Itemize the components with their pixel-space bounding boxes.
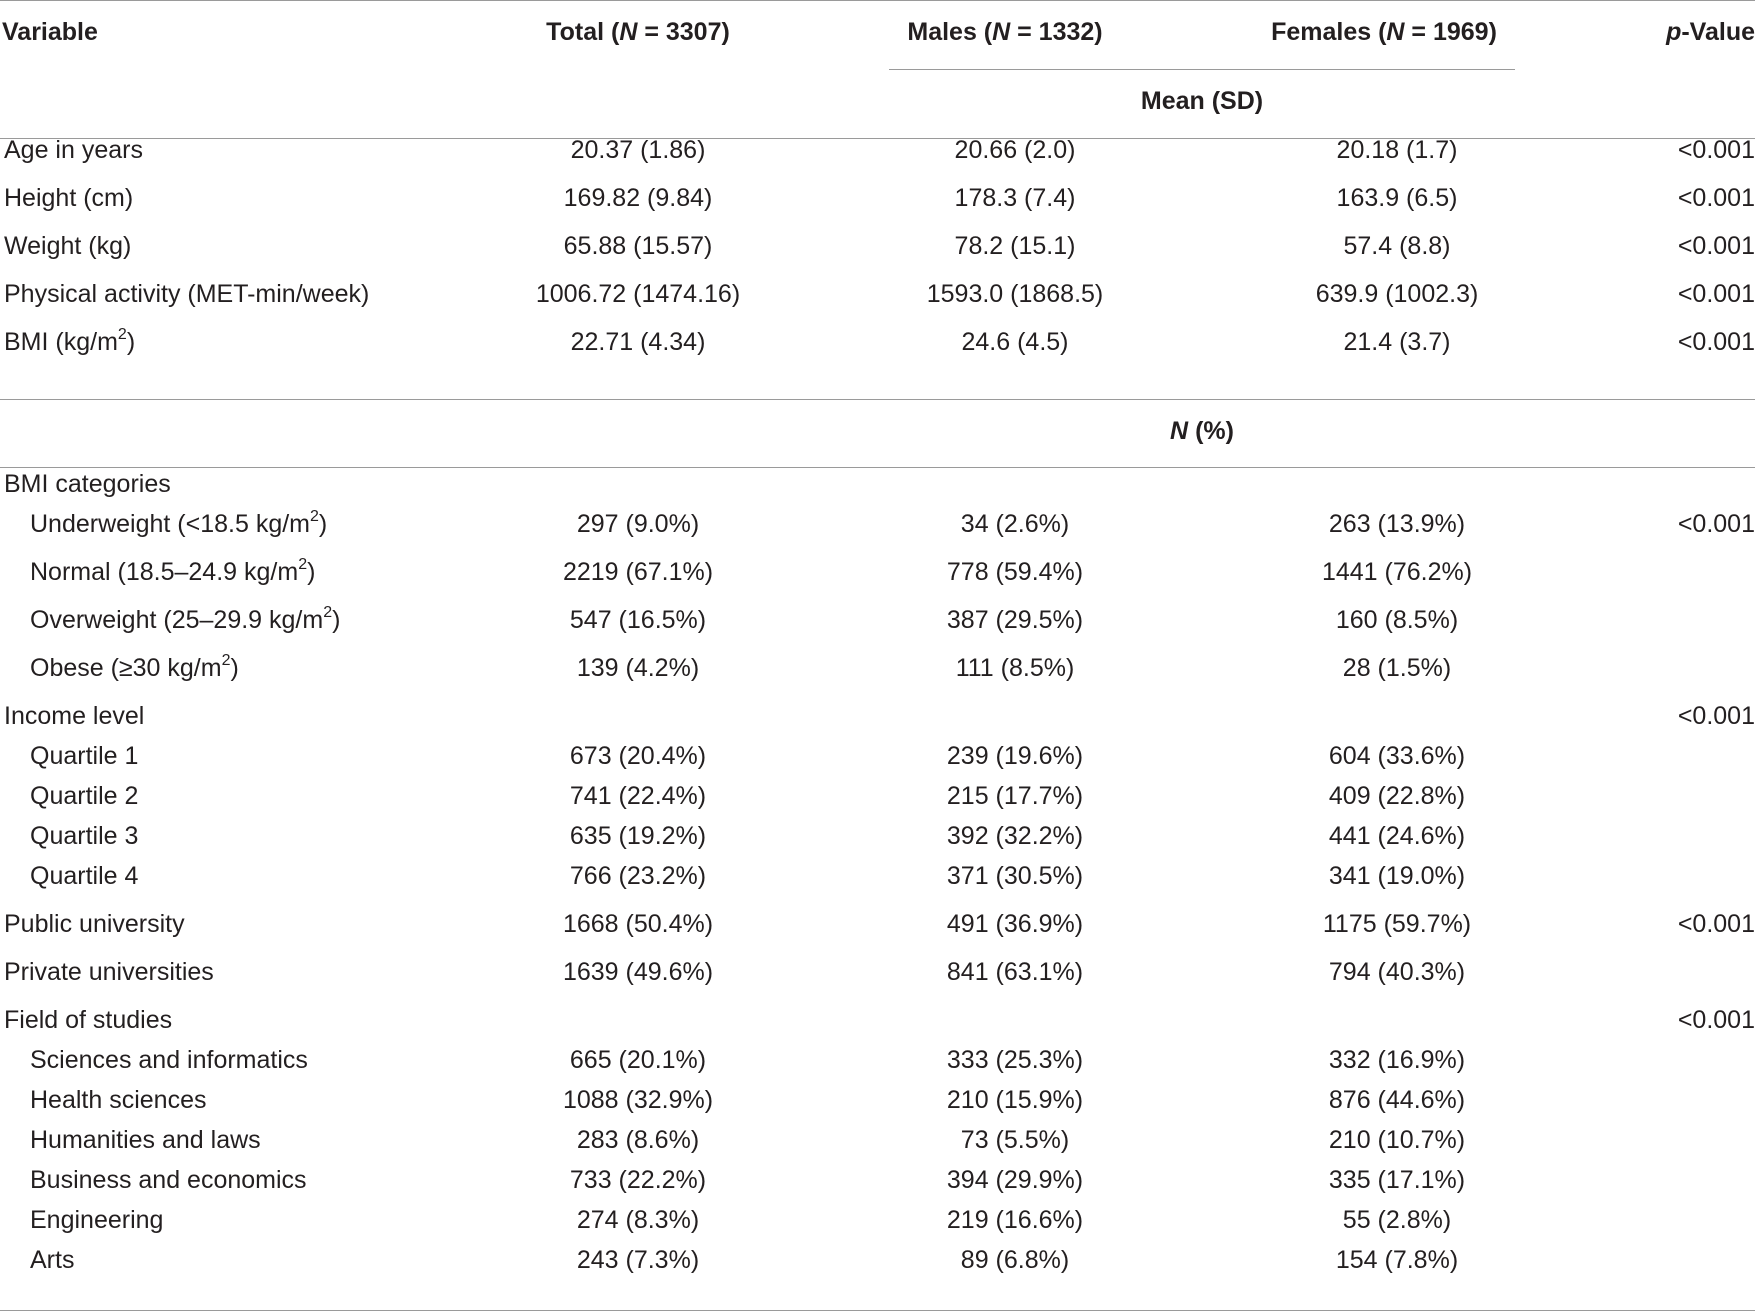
cell-males: 778 (59.4%) <box>946 558 1084 586</box>
header-males: Males (N = 1332) <box>907 18 1103 46</box>
cell-males: 387 (29.5%) <box>946 606 1084 634</box>
cell-pvalue: <0.001 <box>1677 510 1755 538</box>
cell-total: 283 (8.6%) <box>576 1126 700 1154</box>
cell-females: 1441 (76.2%) <box>1321 558 1473 586</box>
cell-total: 297 (9.0%) <box>576 510 700 538</box>
cell-males: 1593.0 (1868.5) <box>926 280 1104 308</box>
cell-males: 210 (15.9%) <box>946 1086 1084 1114</box>
cell-total: 1006.72 (1474.16) <box>535 280 741 308</box>
row-label: Quartile 3 <box>30 822 139 850</box>
npct-header-rule <box>0 467 1755 468</box>
cell-females: 57.4 (8.8) <box>1343 232 1451 260</box>
cell-males: 89 (6.8%) <box>960 1246 1070 1274</box>
cell-pvalue: <0.001 <box>1677 702 1755 730</box>
cell-pvalue: <0.001 <box>1677 232 1755 260</box>
cell-males: 219 (16.6%) <box>946 1206 1084 1234</box>
cell-pvalue: <0.001 <box>1677 1006 1755 1034</box>
cell-females: 341 (19.0%) <box>1328 862 1466 890</box>
cell-total: 766 (23.2%) <box>569 862 707 890</box>
mean-section-bottom-rule <box>0 399 1755 400</box>
cell-females: 28 (1.5%) <box>1342 654 1452 682</box>
cell-total: 741 (22.4%) <box>569 782 707 810</box>
cell-females: 441 (24.6%) <box>1328 822 1466 850</box>
cell-males: 178.3 (7.4) <box>954 184 1076 212</box>
row-label: BMI categories <box>4 470 171 498</box>
cell-total: 274 (8.3%) <box>576 1206 700 1234</box>
row-label: Quartile 2 <box>30 782 139 810</box>
cell-females: 332 (16.9%) <box>1328 1046 1466 1074</box>
cell-males: 841 (63.1%) <box>946 958 1084 986</box>
row-label: Underweight (<18.5 $kg/m^2$) <box>30 507 328 538</box>
row-label: Humanities and laws <box>30 1126 261 1154</box>
cell-females: 604 (33.6%) <box>1328 742 1466 770</box>
cell-total: 20.37 (1.86) <box>570 136 706 164</box>
cell-females: 876 (44.6%) <box>1328 1086 1466 1114</box>
cell-pvalue: <0.001 <box>1677 280 1755 308</box>
row-label: Normal (18.5–24.9 $kg/m^2$) <box>30 555 316 586</box>
cell-males: 239 (19.6%) <box>946 742 1084 770</box>
row-label: Obese (≥30 $kg/m^2$) <box>30 651 239 682</box>
cell-pvalue: <0.001 <box>1677 328 1755 356</box>
cell-females: 20.18 (1.7) <box>1336 136 1458 164</box>
row-label: Private universities <box>4 958 214 986</box>
cell-males: 215 (17.7%) <box>946 782 1084 810</box>
cell-males: 73 (5.5%) <box>960 1126 1070 1154</box>
cell-males: 24.6 (4.5) <box>961 328 1069 356</box>
header-variable: Variable <box>2 18 98 46</box>
cell-total: 243 (7.3%) <box>576 1246 700 1274</box>
cell-total: 1088 (32.9%) <box>562 1086 714 1114</box>
header-bottom-rule <box>0 138 1755 139</box>
cell-females: 1175 (59.7%) <box>1322 910 1472 938</box>
cell-females: 794 (40.3%) <box>1328 958 1466 986</box>
cell-females: 163.9 (6.5) <box>1336 184 1458 212</box>
cell-males: 78.2 (15.1) <box>954 232 1076 260</box>
cell-females: 210 (10.7%) <box>1328 1126 1466 1154</box>
row-label: Income level <box>4 702 145 730</box>
sex-group-rule <box>889 69 1515 70</box>
row-label: Public university <box>4 910 185 938</box>
row-label: Physical activity (MET-min/week) <box>4 280 370 308</box>
header-mean-sd: Mean (SD) <box>1140 87 1264 115</box>
row-label: Arts <box>30 1246 75 1274</box>
cell-females: 639.9 (1002.3) <box>1315 280 1479 308</box>
cell-total: 1668 (50.4%) <box>562 910 714 938</box>
cell-females: 160 (8.5%) <box>1335 606 1459 634</box>
cell-total: 665 (20.1%) <box>569 1046 707 1074</box>
row-label: Quartile 4 <box>30 862 139 890</box>
cell-total: 169.82 (9.84) <box>563 184 713 212</box>
header-females: Females (N = 1969) <box>1271 18 1497 46</box>
cell-males: 394 (29.9%) <box>946 1166 1084 1194</box>
row-label: Quartile 1 <box>30 742 139 770</box>
cell-females: 263 (13.9%) <box>1328 510 1466 538</box>
cell-males: 392 (32.2%) <box>946 822 1084 850</box>
cell-total: 139 (4.2%) <box>576 654 700 682</box>
cell-pvalue: <0.001 <box>1677 184 1755 212</box>
row-label: Age in years <box>4 136 143 164</box>
header-total: Total (N = 3307) <box>546 18 730 46</box>
cell-females: 409 (22.8%) <box>1328 782 1466 810</box>
row-label: Field of studies <box>4 1006 173 1034</box>
cell-total: 635 (19.2%) <box>569 822 707 850</box>
row-label: Health sciences <box>30 1086 207 1114</box>
header-n-pct: N (%) <box>1170 417 1234 445</box>
cell-males: 34 (2.6%) <box>960 510 1070 538</box>
row-label: Overweight (25–29.9 $kg/m^2$) <box>30 603 341 634</box>
cell-total: 22.71 (4.34) <box>570 328 706 356</box>
cell-total: 2219 (67.1%) <box>562 558 714 586</box>
row-label: Height (cm) <box>4 184 134 212</box>
header-pvalue: p-Value <box>1666 18 1755 46</box>
top-rule <box>0 0 1755 1</box>
row-label: Weight (kg) <box>4 232 132 260</box>
cell-males: 333 (25.3%) <box>946 1046 1084 1074</box>
cell-pvalue: <0.001 <box>1677 136 1755 164</box>
cell-pvalue: <0.001 <box>1677 910 1755 938</box>
cell-total: 1639 (49.6%) <box>562 958 714 986</box>
cell-females: 21.4 (3.7) <box>1343 328 1451 356</box>
bottom-rule <box>0 1310 1755 1311</box>
cell-females: 154 (7.8%) <box>1335 1246 1459 1274</box>
row-label: Business and economics <box>30 1166 307 1194</box>
row-label: Engineering <box>30 1206 164 1234</box>
row-label: Sciences and informatics <box>30 1046 308 1074</box>
cell-females: 55 (2.8%) <box>1342 1206 1452 1234</box>
cell-total: 65.88 (15.57) <box>563 232 713 260</box>
cell-females: 335 (17.1%) <box>1328 1166 1466 1194</box>
cell-males: 371 (30.5%) <box>946 862 1084 890</box>
cell-males: 111 (8.5%) <box>955 654 1075 682</box>
cell-total: 733 (22.2%) <box>569 1166 707 1194</box>
cell-males: 20.66 (2.0) <box>954 136 1076 164</box>
cell-males: 491 (36.9%) <box>946 910 1084 938</box>
row-label: BMI $(kg/m^2)$ <box>4 325 136 356</box>
cell-total: 547 (16.5%) <box>569 606 707 634</box>
cell-total: 673 (20.4%) <box>569 742 707 770</box>
